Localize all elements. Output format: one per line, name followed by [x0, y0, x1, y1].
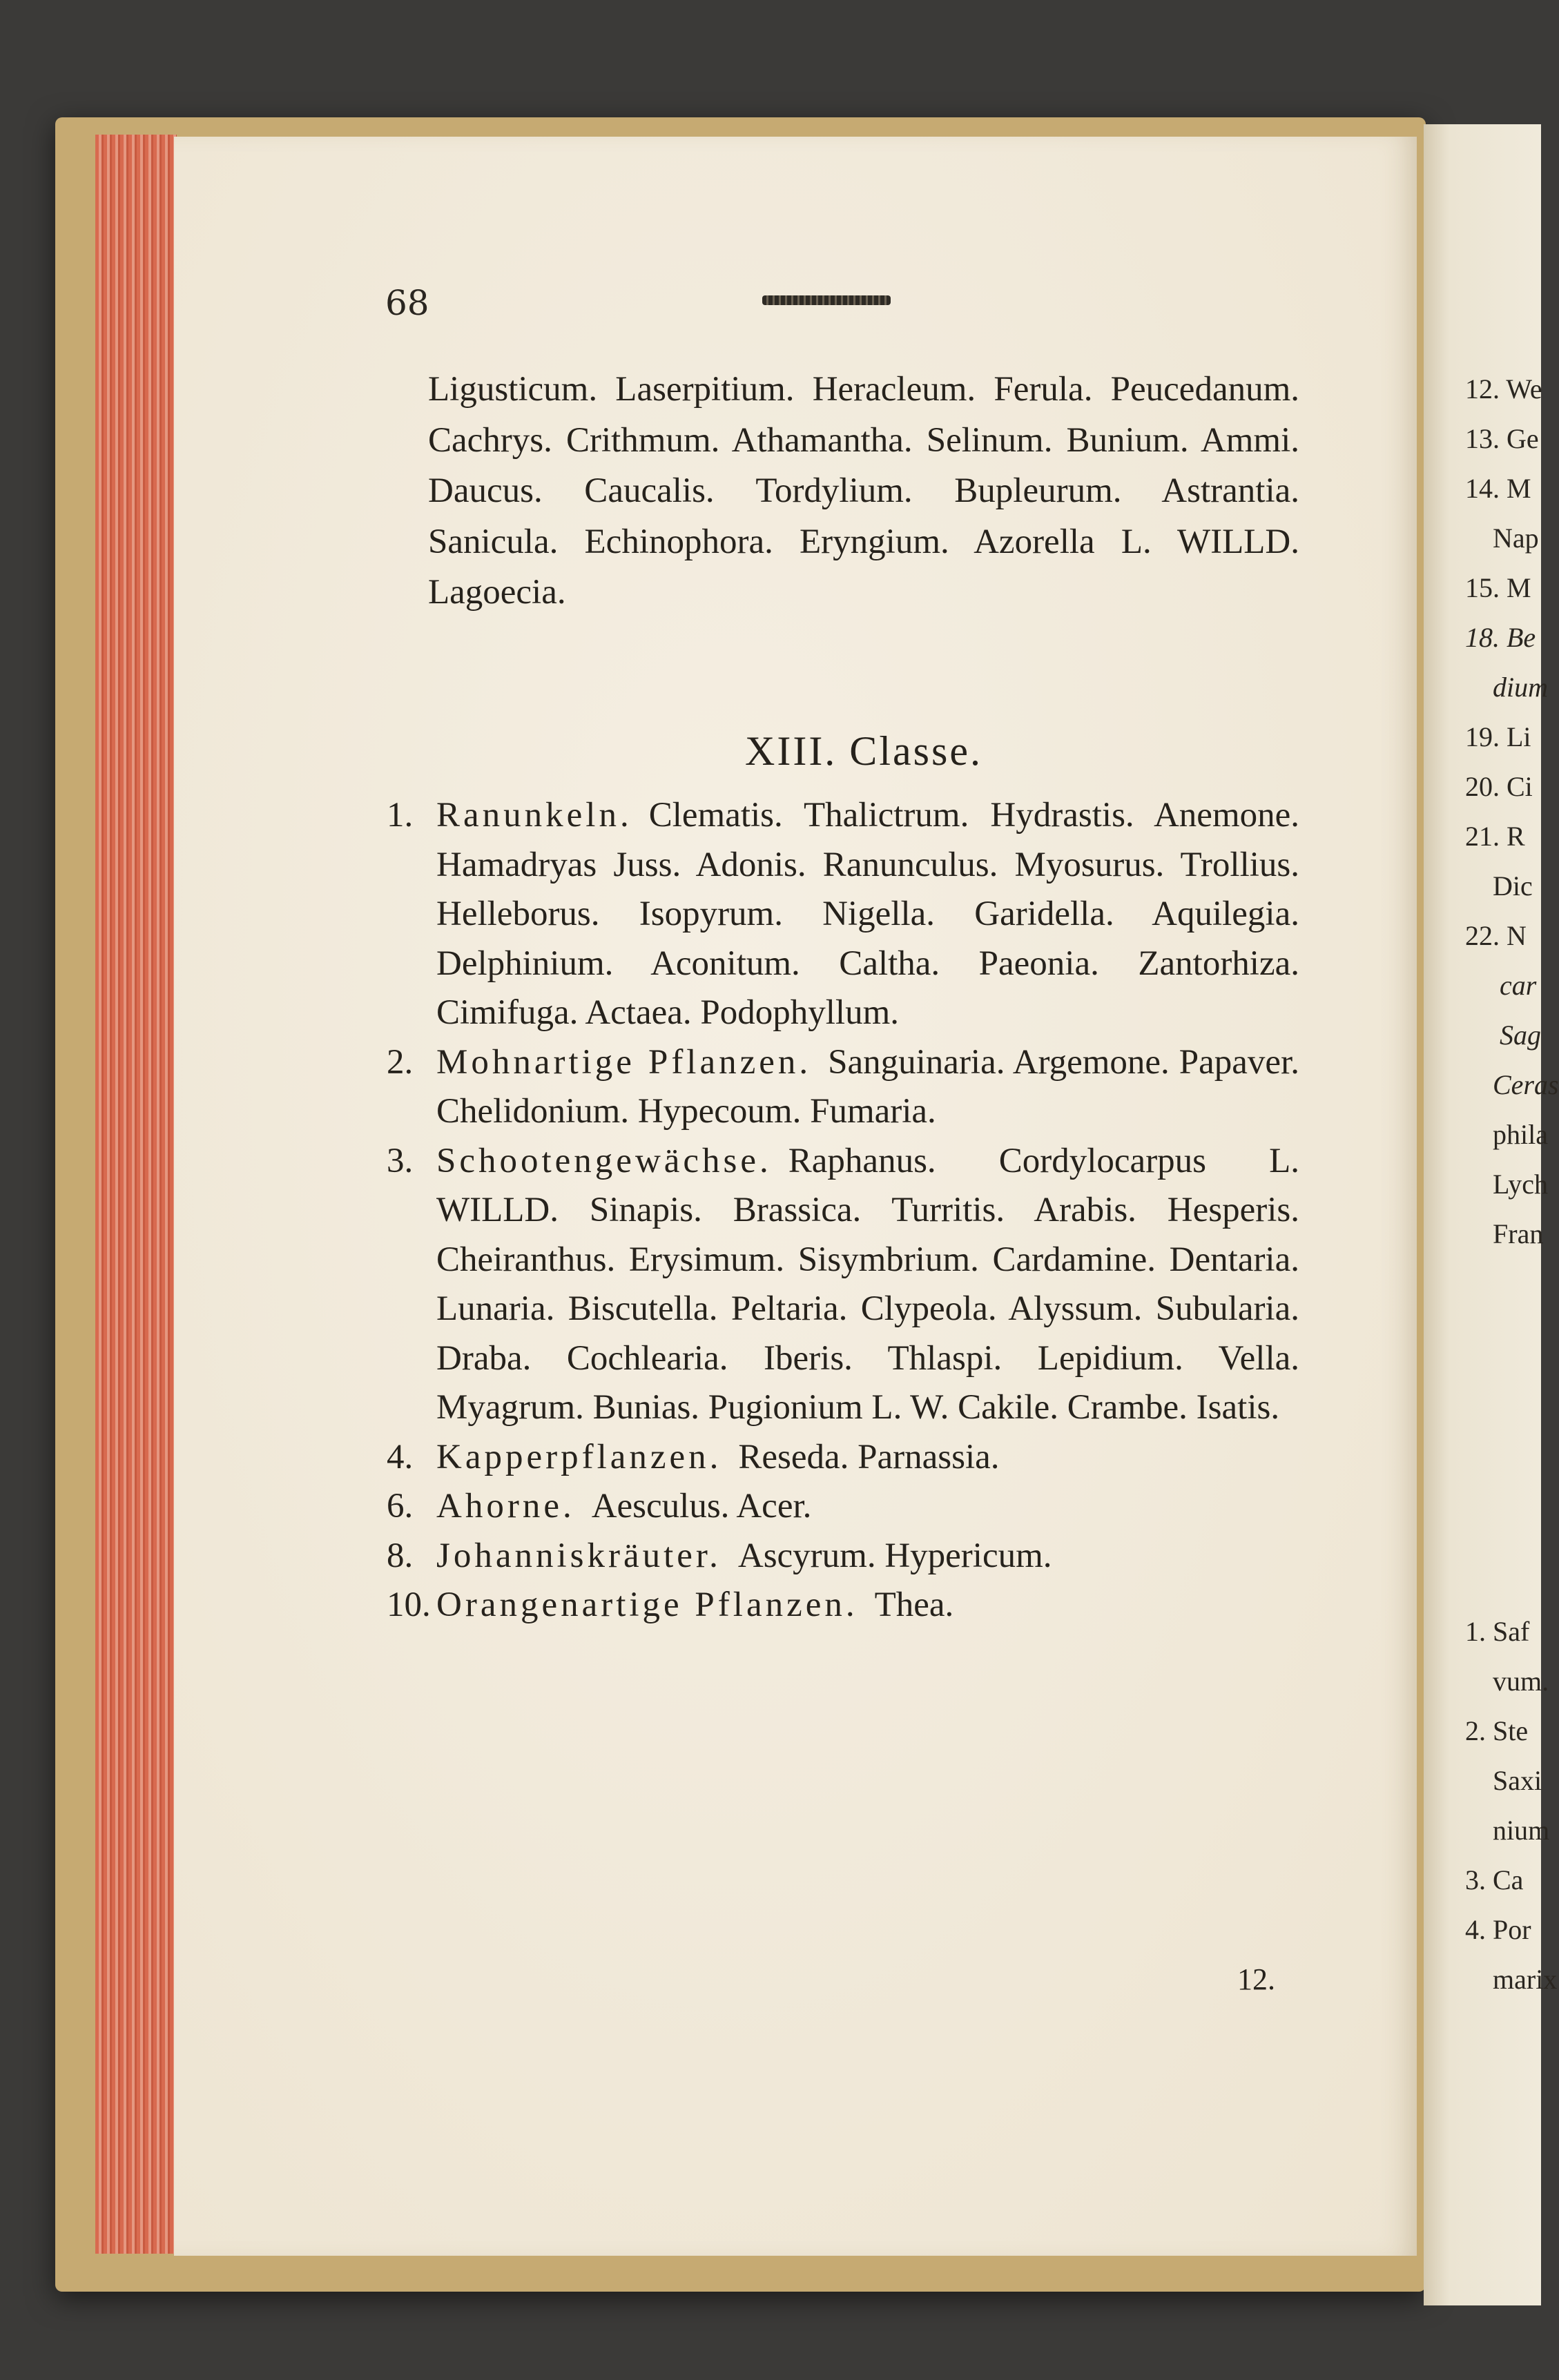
facing-page-fragment: Fran	[1493, 1218, 1544, 1249]
list-item	[387, 1532, 1299, 1581]
facing-page-fragment: Saxi	[1493, 1765, 1542, 1796]
entry-number: 8.	[387, 1536, 414, 1575]
facing-page-fragment: 14. M	[1465, 473, 1531, 504]
entry-text: Sanguinaria. Argemone. Papaver. Chelidonium. Hypecoum. Fumaria.	[436, 1042, 1299, 1131]
facing-page-fragment: dium	[1493, 672, 1548, 703]
page-number: 68	[385, 283, 429, 323]
entry-number: 2.	[387, 1042, 414, 1082]
facing-page-fragment: phila	[1493, 1119, 1548, 1150]
entry-name: Orangenartige Pflanzen.	[436, 1586, 858, 1624]
facing-page-fragment: car	[1500, 970, 1537, 1001]
entry-text: Ascyrum. Hypericum.	[737, 1536, 1052, 1575]
facing-page-fragment: Sag	[1500, 1020, 1541, 1051]
facing-page-fragment: Lych	[1493, 1169, 1548, 1200]
facing-page-fragment: Nap	[1493, 523, 1539, 554]
facing-page-fragment: 4. Por	[1465, 1914, 1531, 1945]
entry-number: 10.	[387, 1586, 431, 1624]
facing-page-fragment: 1. Saf	[1465, 1616, 1530, 1647]
entry-text: Thea.	[874, 1586, 954, 1624]
list-item	[387, 791, 1299, 1038]
section-heading: XIII. Classe.	[745, 728, 982, 774]
entry-name: Ahorne.	[436, 1487, 575, 1525]
entry-number: 6.	[387, 1487, 414, 1525]
facing-page-fragment: 19. Li	[1465, 721, 1531, 752]
entry-list	[387, 791, 1299, 1630]
entry-text: Reseda. Parnassia.	[738, 1437, 1000, 1476]
list-item	[387, 1482, 1299, 1532]
facing-page-fragment: 20. Ci	[1465, 771, 1533, 802]
signature-mark: 12.	[1237, 1962, 1275, 1996]
entry-name: Mohnartige Pflanzen.	[436, 1042, 812, 1082]
list-item	[387, 1038, 1299, 1137]
list-item	[387, 1137, 1299, 1433]
entry-number: 4.	[387, 1437, 414, 1476]
facing-page-fragment: 13. Ge	[1465, 423, 1539, 454]
header-ornament	[762, 295, 891, 305]
entry-name: Johanniskräuter.	[436, 1536, 722, 1575]
entry-name: Schootengewächse.	[436, 1141, 772, 1180]
facing-page-fragment: Dic	[1493, 870, 1533, 901]
list-item	[387, 1581, 1299, 1630]
entry-text: Aesculus. Acer.	[591, 1487, 812, 1525]
facing-page-fragment: 18. Be	[1465, 622, 1536, 653]
facing-page-fragment: 12. We	[1465, 373, 1542, 404]
list-item	[387, 1433, 1299, 1483]
page-edges	[95, 135, 177, 2254]
facing-page	[1424, 124, 1559, 2305]
entry-number: 1.	[387, 796, 414, 835]
facing-page-fragment: 2. Ste	[1465, 1715, 1529, 1746]
facing-page-fragment: Ceras	[1493, 1069, 1559, 1100]
entry-text: Raphanus. Cordylocarpus L. WILLD. Sinapis. Brassica. Turritis. Arabis. Hesperis. Cheiranthus. Erysimum. Sisymbrium. Cardamine. Dentaria. Lunaria. Biscutella. Peltaria. Clypeola. Alyssum. Subularia. Draba. Cochlearia. Iberis. Thlaspi. Lepidium. Vella. Myagrum. Bunias. Pugionium L. W. Cakile. Crambe. Isatis.	[436, 1141, 1299, 1427]
intro-paragraph: Ligusticum. Laserpitium. Heracleum. Ferula. Peucedanum. Cachrys. Crithmum. Athamantha. Selinum. Bunium. Ammi. Daucus. Caucalis. Tordylium. Bupleurum. Astrantia. Sanicula. Echinophora. Eryngium. Azorella L. WILLD. Lagoecia.	[428, 370, 1299, 612]
facing-page-fragment: 22. N	[1465, 920, 1527, 951]
entry-name: Kapperpflanzen.	[436, 1437, 722, 1476]
facing-page-fragment: nium	[1493, 1815, 1550, 1846]
facing-page-fragment: marix	[1493, 1964, 1558, 1995]
facing-page-fragment: 21. R	[1465, 821, 1525, 852]
entry-number: 3.	[387, 1141, 414, 1180]
facing-page-fragment: 15. M	[1465, 572, 1531, 603]
entry-name: Ranunkeln.	[436, 796, 632, 835]
facing-page-fragment: 3. Ca	[1465, 1864, 1524, 1895]
facing-page-fragment: vum.	[1493, 1666, 1549, 1697]
entry-text: Clematis. Thalictrum. Hydrastis. Anemone. Hamadryas Juss. Adonis. Ranunculus. Myosurus. Trollius. Helleborus. Isopyrum. Nigella. Garidella. Aquilegia. Delphinium. Aconitum. Caltha. Paeonia. Zantorhiza. Cimifuga. Actaea. Podophyllum.	[436, 796, 1299, 1032]
